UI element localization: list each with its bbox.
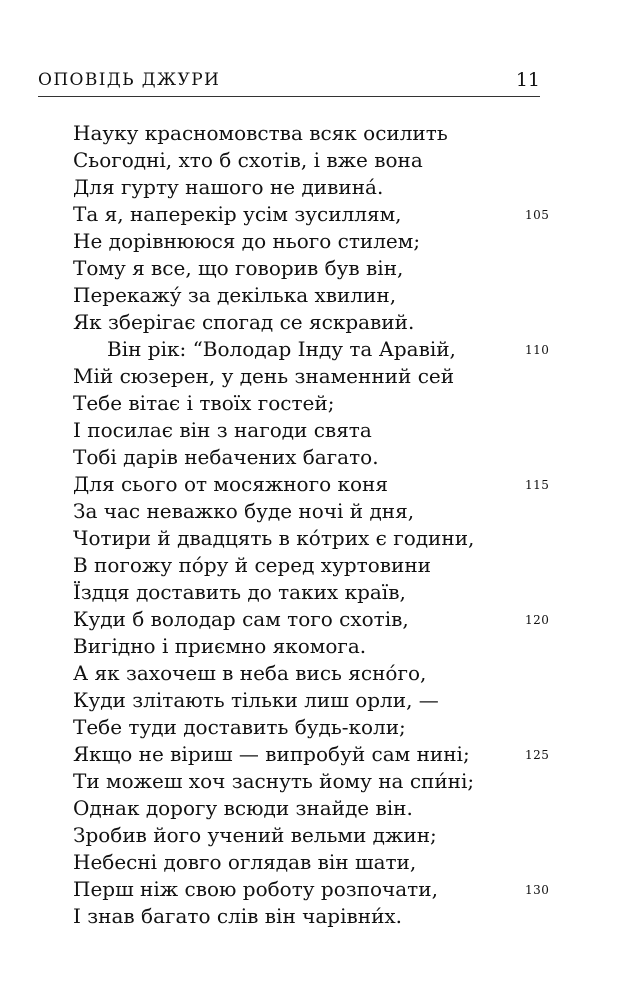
verse-text: Куди б володар сам того схотів, [73,607,409,631]
verse-line [73,579,563,606]
verse-text: Чотири й двадцять в ко́трих є години, [73,526,475,550]
verse-line [73,255,563,282]
verse-line [73,444,563,471]
line-number: 120 [525,613,550,627]
header-rule [38,96,540,97]
verse-text: Для сього от мосяжного коня [73,472,388,496]
verse-line [73,633,563,660]
verse-line [73,768,563,795]
verse-line [73,606,563,633]
line-number: 105 [525,208,550,222]
verse-text: Якщо не віриш — випробуй сам нині; [73,742,470,766]
verse-text: І знав багато слів він чарівни́х. [73,904,403,928]
verse-text: Не дорівнююся до нього стилем; [73,229,421,253]
verse-line [73,174,563,201]
verse-text: Та я, наперекір усім зусиллям, [73,202,402,226]
verse-text: Куди злітають тільки лиш орли, — [73,688,439,712]
line-number: 130 [525,883,550,897]
verse-text: Як зберігає спогад се яскравий. [73,310,415,334]
verse-line [73,363,563,390]
verse-text: А як захочеш в неба вись ясно́го, [73,661,427,685]
verse-line [73,849,563,876]
verse-line [73,471,563,498]
verse-text: Він рік: “Володар Інду та Аравій, [107,337,456,361]
verse-line [73,120,563,147]
verse-line [73,525,563,552]
verse-line [73,201,563,228]
verse-line [73,795,563,822]
verse-text: Мій сюзерен, у день знаменний сей [73,364,455,388]
verse-line [73,714,563,741]
verse-text: Їздця доставить до таких країв, [73,580,406,604]
line-number: 110 [525,343,550,357]
verse-line [73,336,563,363]
verse-line [73,417,563,444]
page-number: 11 [515,69,540,91]
verse-text: І посилає він з нагоди свята [73,418,372,442]
verse-text: Для гурту нашого не дивина́. [73,175,384,199]
running-head: ОПОВІДЬ ДЖУРИ [38,70,221,90]
verse-line [73,309,563,336]
verse-text: Вигідно і приємно якомога. [73,634,367,658]
verse-text: За час неважко буде ночі й дня, [73,499,415,523]
verse-text: Перш ніж свою роботу розпочати, [73,877,438,901]
verse-text: Сьогодні, хто б схотів, і вже вона [73,148,423,172]
verse-line [73,228,563,255]
verse-line [73,498,563,525]
verse-line [73,552,563,579]
verse-line [73,390,563,417]
verse-text: Тому я все, що говорив був він, [73,256,404,280]
verse-line [73,903,563,930]
verse-line [73,876,563,903]
verse-text: Зробив його учений вельми джин; [73,823,437,847]
verse-text: В погожу по́ру й серед хуртовини [73,553,432,577]
verse-text: Тобі дарів небачених багато. [73,445,379,469]
verse-line [73,822,563,849]
verse-line [73,282,563,309]
line-number: 125 [525,748,550,762]
verse-text: Небесні довго оглядав він шати, [73,850,417,874]
verse-line [73,687,563,714]
verse-line [73,660,563,687]
verse-text: Науку красномовства всяк осилить [73,121,448,145]
verse-text: Тебе туди доставить будь-коли; [73,715,406,739]
verse-text: Однак дорогу всюди знайде він. [73,796,413,820]
verse-line [73,741,563,768]
verse-text: Тебе вітає і твоїх гостей; [73,391,335,415]
line-number: 115 [525,478,550,492]
verse-text: Ти можеш хоч заснуть йому на спи́ні; [73,769,475,793]
verse-line [73,147,563,174]
poem-body [73,120,563,930]
verse-text: Перекажу́ за декілька хвилин, [73,283,397,307]
